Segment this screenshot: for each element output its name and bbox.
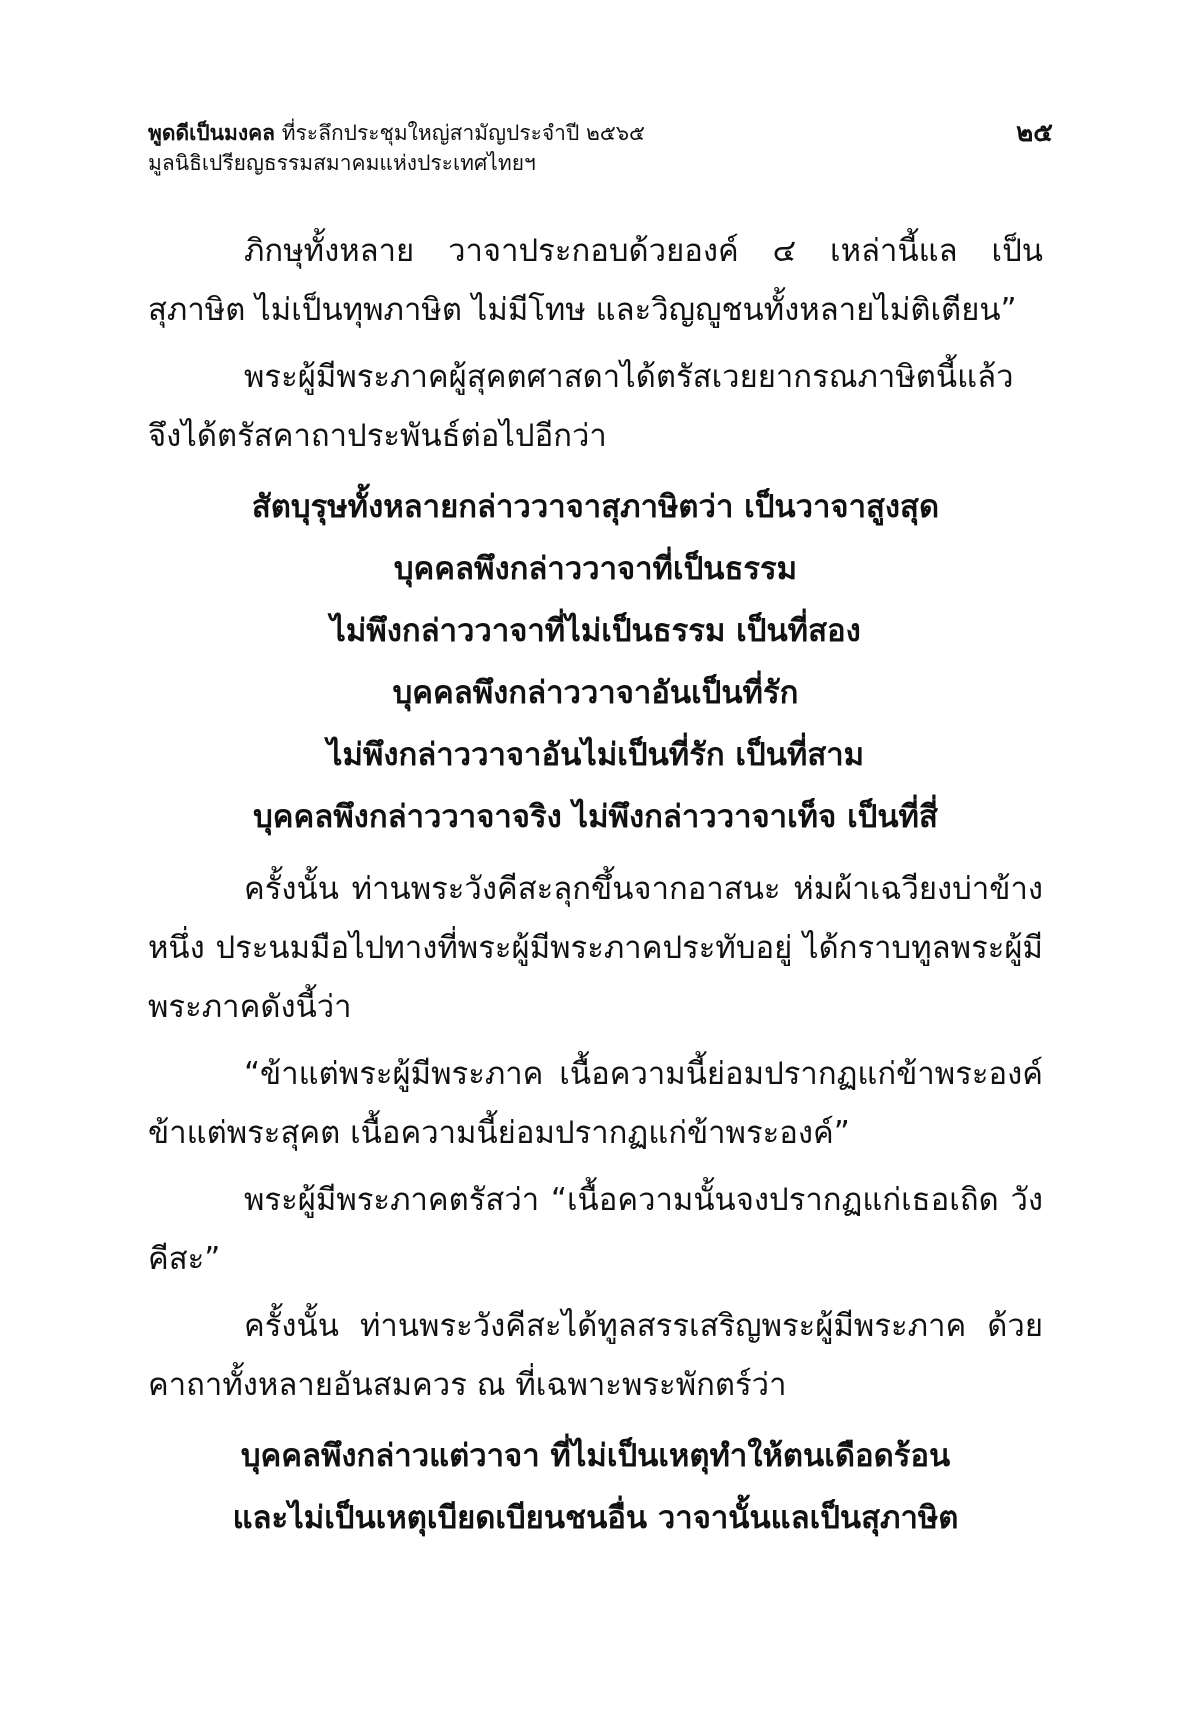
paragraph: ภิกษุทั้งหลาย วาจาประกอบด้วยองค์ ๔ เหล่านี้แล เป็นสุภาษิต ไม่เป็นทุพภาษิต ไม่มีโทษ และวิญญูชนทั้งหลายไม่ติเตียน”: [148, 233, 1043, 328]
book-title: พูดดีเป็นมงคล: [148, 121, 275, 145]
verse-line: สัตบุรุษทั้งหลายกล่าววาจาสุภาษิตว่า เป็นวาจาสูงสุด: [251, 489, 940, 525]
verse-line: บุคคลพึงกล่าววาจาที่เป็นธรรม: [393, 551, 798, 587]
book-subtitle: ที่ระลึกประชุมใหญ่สามัญประจำปี ๒๕๖๕: [281, 121, 645, 145]
verse-line: บุคคลพึงกล่าวแต่วาจา ที่ไม่เป็นเหตุทำให้ตนเดือดร้อน: [240, 1438, 951, 1474]
body-text: [148, 222, 1043, 1561]
verse-line: และไม่เป็นเหตุเบียดเบียนชนอื่น วาจานั้นแลเป็นสุภาษิต: [232, 1500, 959, 1536]
paragraph: ครั้งนั้น ท่านพระวังคีสะได้ทูลสรรเสริญพระผู้มีพระภาค ด้วยคาถาทั้งหลายอันสมควร ณ ที่เฉพาะพระพักตร์ว่า: [148, 1308, 1043, 1403]
verse-line: บุคคลพึงกล่าววาจาอันเป็นที่รัก: [392, 675, 799, 711]
verse-line: บุคคลพึงกล่าววาจาจริง ไม่พึงกล่าววาจาเท็จ เป็นที่สี่: [253, 799, 938, 835]
paragraph: พระผู้มีพระภาคผู้สุคตศาสดาได้ตรัสเวยยากรณภาษิตนี้แล้ว จึงได้ตรัสคาถาประพันธ์ต่อไปอีกว่า: [148, 359, 1014, 454]
running-header: [148, 118, 1048, 178]
page-number: ๒๕: [1016, 118, 1053, 148]
paragraph: “ข้าแต่พระผู้มีพระภาค เนื้อความนี้ย่อมปรากฏแก่ข้าพระองค์ ข้าแต่พระสุคต เนื้อความนี้ย่อมปรากฏแก่ข้าพระองค์”: [148, 1056, 1043, 1151]
verse-line: ไม่พึงกล่าววาจาอันไม่เป็นที่รัก เป็นที่สาม: [326, 737, 865, 773]
verse-block: [148, 476, 1043, 848]
header-line-1: [148, 118, 1048, 148]
paragraph: พระผู้มีพระภาคตรัสว่า “เนื้อความนั้นจงปรากฏแก่เธอเถิด วังคีสะ”: [148, 1182, 1043, 1277]
verse-line: ไม่พึงกล่าววาจาที่ไม่เป็นธรรม เป็นที่สอง: [330, 613, 861, 649]
paragraph: ครั้งนั้น ท่านพระวังคีสะลุกขึ้นจากอาสนะ ห่มผ้าเฉวียงบ่าข้างหนึ่ง ประนมมือไปทางที่พระผู้มีพระภาคประทับอยู่ ได้กราบทูลพระผู้มีพระภาคดังนี้ว่า: [148, 871, 1043, 1025]
publisher-line: มูลนิธิเปรียญธรรมสมาคมแห่งประเทศไทยฯ: [148, 151, 536, 175]
verse-block: [148, 1425, 1043, 1549]
